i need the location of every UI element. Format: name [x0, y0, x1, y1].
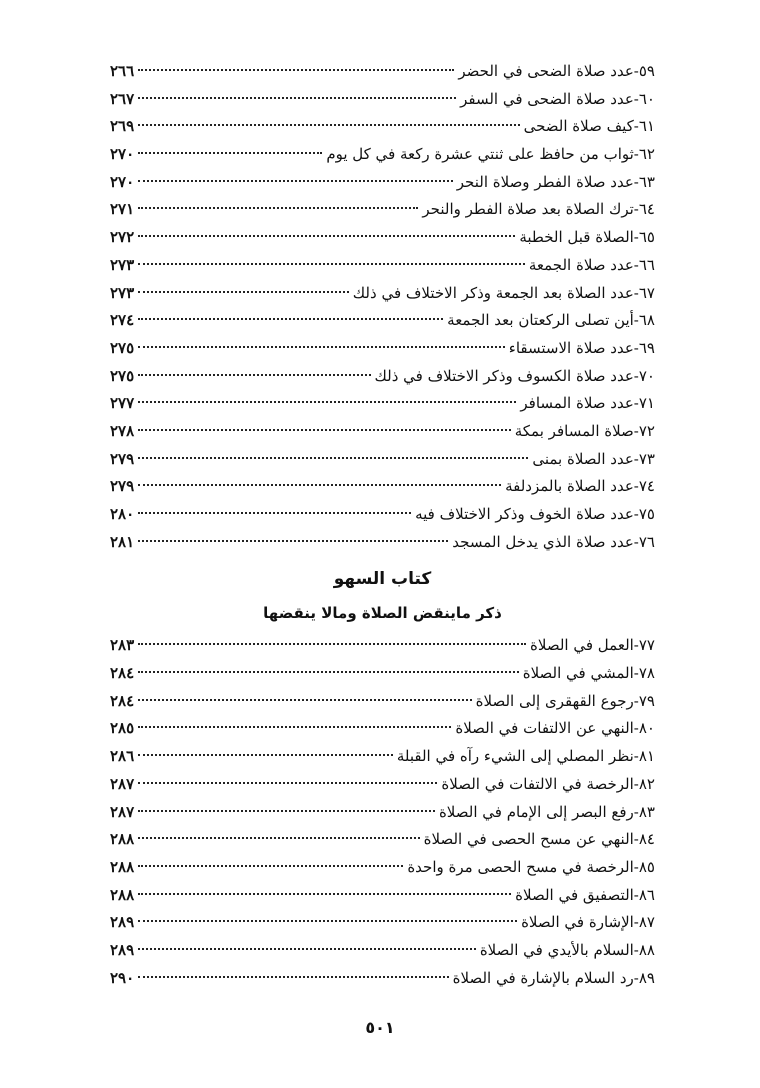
toc-entry-page: ٢٨٦	[110, 747, 135, 766]
toc-entry-page: ٢٧٢	[110, 228, 135, 247]
toc-page	[110, 58, 655, 992]
toc-entry-title: ٦٤-ترك الصلاة بعد صلاة الفطر والنحر	[422, 200, 655, 219]
toc-leader-dots	[138, 69, 454, 71]
toc-entry	[110, 252, 655, 280]
toc-entry-page: ٢٨٣	[110, 636, 135, 655]
toc-entry-title: ٨١-نظر المصلي إلى الشيء رآه في القبلة	[396, 747, 655, 766]
toc-entry-title: ٧٠-عدد صلاة الكسوف وذكر الاختلاف في ذلك	[374, 366, 655, 385]
toc-entry-title: ٦٨-أين تصلى الركعتان بعد الجمعة	[447, 311, 655, 330]
toc-entry-title: ٨٧-الإشارة في الصلاة	[521, 913, 655, 932]
toc-entry	[110, 335, 655, 363]
toc-leader-dots	[138, 726, 451, 728]
toc-list-after	[110, 632, 655, 992]
toc-entry-title: ٦٥-الصلاة قبل الخطبة	[519, 228, 655, 247]
toc-entry	[110, 307, 655, 335]
toc-leader-dots	[138, 291, 349, 293]
toc-entry	[110, 224, 655, 252]
toc-leader-dots	[138, 754, 393, 756]
toc-entry-title: ٦٦-عدد صلاة الجمعة	[528, 255, 655, 274]
toc-entry-page: ٢٧٣	[110, 255, 135, 274]
toc-entry-title: ٨٩-رد السلام بالإشارة في الصلاة	[452, 968, 655, 987]
toc-leader-dots	[138, 152, 322, 154]
toc-leader-dots	[138, 457, 528, 459]
toc-entry-page: ٢٧٥	[110, 366, 135, 385]
toc-entry-title: ٧٣-عدد الصلاة بمنى	[532, 449, 655, 468]
toc-entry-title: ٨٨-السلام بالأيدي في الصلاة	[479, 940, 655, 959]
toc-entry	[110, 473, 655, 501]
toc-leader-dots	[138, 976, 449, 978]
toc-entry	[110, 743, 655, 771]
toc-leader-dots	[138, 948, 476, 950]
toc-leader-dots	[138, 263, 525, 265]
toc-entry-title: ٨٠-النهي عن الالتفات في الصلاة	[455, 719, 655, 738]
toc-entry-page: ٢٨٧	[110, 802, 135, 821]
toc-leader-dots	[138, 484, 501, 486]
toc-entry-title: ٨٦-التصفيق في الصلاة	[515, 885, 655, 904]
toc-entry-title: ٧٧-العمل في الصلاة	[530, 636, 655, 655]
toc-entry-title: ٥٩-عدد صلاة الضحى في الحضر	[458, 62, 655, 80]
toc-entry-page: ٢٧٩	[110, 477, 135, 496]
toc-leader-dots	[138, 207, 418, 209]
toc-leader-dots	[138, 810, 435, 812]
toc-entry	[110, 390, 655, 418]
toc-entry	[110, 86, 655, 114]
toc-entry-page: ٢٧٧	[110, 394, 135, 413]
toc-leader-dots	[138, 235, 515, 237]
toc-entry-title: ٧٨-المشي في الصلاة	[522, 664, 655, 683]
toc-entry-page: ٢٨٩	[110, 913, 135, 932]
toc-leader-dots	[138, 374, 370, 376]
toc-entry	[110, 141, 655, 169]
toc-entry	[110, 826, 655, 854]
toc-list-before	[110, 58, 655, 556]
toc-leader-dots	[138, 401, 516, 403]
toc-entry-page: ٢٧٠	[110, 172, 135, 191]
page-number: ٥٠١	[365, 1018, 395, 1037]
toc-entry-page: ٢٧٣	[110, 283, 135, 302]
toc-leader-dots	[138, 318, 443, 320]
toc-entry-page: ٢٨٧	[110, 774, 135, 793]
toc-entry-page: ٢٨٨	[110, 857, 135, 876]
toc-entry	[110, 660, 655, 688]
toc-leader-dots	[138, 97, 456, 99]
toc-leader-dots	[138, 837, 419, 839]
toc-entry	[110, 632, 655, 660]
toc-leader-dots	[138, 180, 453, 182]
toc-entry	[110, 196, 655, 224]
toc-entry	[110, 854, 655, 882]
toc-entry-title: ٧١-عدد صلاة المسافر	[520, 394, 655, 413]
toc-entry-page: ٢٨٨	[110, 885, 135, 904]
toc-entry	[110, 169, 655, 197]
toc-entry-title: ٦٧-عدد الصلاة بعد الجمعة وذكر الاختلاف في ذلك	[352, 283, 655, 302]
toc-entry-page: ٢٨٨	[110, 830, 135, 849]
toc-entry	[110, 937, 655, 965]
toc-entry	[110, 363, 655, 391]
toc-entry-page: ٢٨٤	[110, 691, 135, 710]
toc-entry-page: ٢٩٠	[110, 968, 135, 987]
toc-entry-page: ٢٦٦	[110, 62, 135, 80]
section-heading: كتاب السهو	[333, 569, 432, 590]
toc-entry	[110, 715, 655, 743]
toc-entry	[110, 446, 655, 474]
toc-entry-page: ٢٨٠	[110, 505, 135, 523]
toc-entry-page: ٢٨٥	[110, 719, 135, 738]
toc-entry-title: ٧٩-رجوع القهقرى إلى الصلاة	[475, 691, 655, 710]
toc-entry	[110, 882, 655, 910]
toc-entry-page: ٢٧٩	[110, 449, 135, 468]
toc-entry	[110, 799, 655, 827]
toc-entry-page: ٢٦٧	[110, 89, 135, 108]
toc-entry	[110, 688, 655, 716]
toc-entry-title: ٨٢-الرخصة في الالتفات في الصلاة	[441, 774, 655, 793]
toc-leader-dots	[138, 429, 511, 431]
toc-leader-dots	[138, 124, 519, 126]
toc-entry-page: ٢٨٩	[110, 940, 135, 959]
toc-entry-page: ٢٨١	[110, 532, 135, 551]
toc-entry-page: ٢٧٠	[110, 145, 135, 164]
toc-entry-title: ٧٦-عدد صلاة الذي يدخل المسجد	[452, 532, 655, 551]
toc-leader-dots	[138, 782, 437, 784]
toc-entry	[110, 909, 655, 937]
toc-leader-dots	[138, 893, 511, 895]
toc-entry	[110, 965, 655, 993]
subsection-heading: ذكر ماينقض الصلاة ومالا ينقضها	[263, 604, 502, 623]
toc-entry-title: ٨٥-الرخصة في مسح الحصى مرة واحدة	[407, 857, 655, 876]
toc-entry	[110, 280, 655, 308]
toc-leader-dots	[138, 512, 411, 514]
toc-leader-dots	[138, 865, 403, 867]
toc-entry-title: ٧٥-عدد صلاة الخوف وذكر الاختلاف فيه	[415, 505, 655, 523]
toc-entry-title: ٨٤-النهي عن مسح الحصى في الصلاة	[423, 830, 655, 849]
toc-entry-page: ٢٧٥	[110, 338, 135, 357]
toc-entry	[110, 418, 655, 446]
toc-leader-dots	[138, 699, 471, 701]
toc-entry	[110, 58, 655, 86]
toc-entry-title: ٦٢-ثواب من حافظ على ثنتي عشرة ركعة في كل يوم	[326, 145, 655, 164]
toc-entry-page: ٢٦٩	[110, 117, 135, 136]
toc-entry-page: ٢٧١	[110, 200, 135, 219]
toc-entry-page: ٢٧٤	[110, 311, 135, 330]
toc-leader-dots	[138, 671, 519, 673]
toc-entry	[110, 113, 655, 141]
toc-entry	[110, 501, 655, 529]
toc-entry-title: ٧٤-عدد الصلاة بالمزدلفة	[505, 477, 655, 496]
toc-leader-dots	[138, 643, 526, 645]
toc-entry-title: ٦١-كيف صلاة الضحى	[523, 117, 655, 136]
toc-entry-page: ٢٨٤	[110, 664, 135, 683]
toc-entry	[110, 771, 655, 799]
toc-entry-page: ٢٧٨	[110, 421, 135, 440]
toc-entry	[110, 529, 655, 557]
toc-entry-title: ٦٠-عدد صلاة الضحى في السفر	[460, 89, 655, 108]
toc-entry-title: ٦٩-عدد صلاة الاستسقاء	[508, 338, 655, 357]
toc-entry-title: ٦٣-عدد صلاة الفطر وصلاة النحر	[456, 172, 655, 191]
toc-leader-dots	[138, 920, 517, 922]
toc-entry-title: ٨٣-رفع البصر إلى الإمام في الصلاة	[438, 802, 655, 821]
toc-leader-dots	[138, 540, 448, 542]
toc-entry-title: ٧٢-صلاة المسافر بمكة	[514, 421, 655, 440]
toc-leader-dots	[138, 346, 505, 348]
